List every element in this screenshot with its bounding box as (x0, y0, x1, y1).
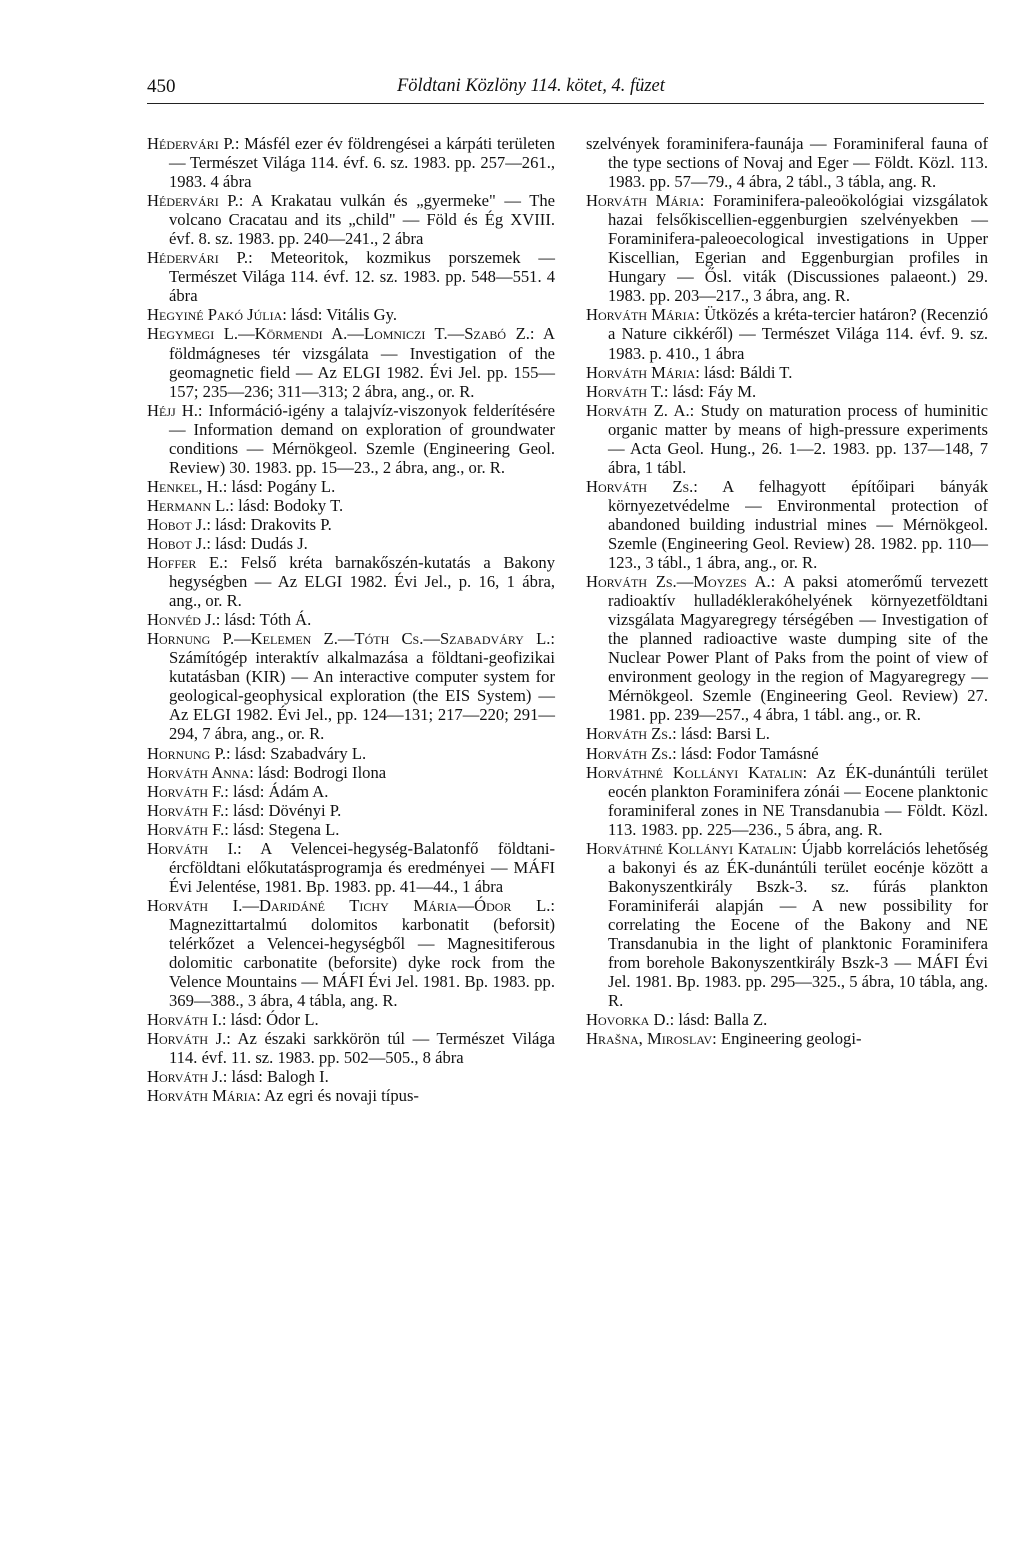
bibliography-entry (586, 134, 988, 191)
entry-text: : A paksi atomerőmű tervezett radioaktív hulladéklerakóhelyének környezetföldtani vizsgálata Magyaregregy térségében — Investigation of the planned radioactive waste dumping site of the Nuclear Power Plant of Paks from the point of view of environment geology in the region of Magyaregregy — Mérnökgeol. Szemle (Engineering Geol. Review) 27. 1981. pp. 239—257., 4 ábra, 1 tábl. ang., or. R. (608, 572, 988, 725)
entry-text: : A földmágneses tér vizsgálata — Investigation of the geomagnetic field — Az ELGI 1982. Évi Jel. pp. 155—157; 235—236; 311—313; 2 ábra, ang., or. R. (169, 324, 556, 401)
bibliography-entry (147, 324, 555, 400)
bibliography-entry (147, 610, 555, 629)
bibliography-entry (586, 1010, 988, 1029)
bibliography-entry (147, 1010, 555, 1029)
entry-author: Honvéd J. (147, 610, 216, 630)
entry-text: : lásd: Vitális Gy. (282, 305, 397, 325)
bibliography-entry (147, 763, 555, 782)
entry-text: : lásd: Ódor L. (221, 1010, 319, 1030)
entry-author: Horváth Mária (586, 305, 696, 325)
bibliography-entry (586, 724, 988, 743)
entry-author: Hoffer E. (147, 553, 224, 573)
entry-author: Hermann L. (147, 495, 230, 515)
bibliography-entry (147, 629, 555, 743)
bibliography-entry (586, 382, 988, 401)
page-header (147, 76, 984, 102)
bibliography-entry (586, 744, 988, 763)
entry-author: Hrašna, Miroslav (586, 1029, 713, 1049)
bibliography-entry (586, 763, 988, 839)
entry-author: Horváth F. (147, 819, 225, 839)
entry-author: Horváth I. (147, 838, 238, 858)
entry-text: : lásd: Balla Z. (669, 1010, 768, 1030)
entry-text: : lásd: Pogány L. (222, 476, 336, 496)
entry-text: : lásd: Bodoky T. (229, 495, 344, 515)
entry-author: Horváth Anna (147, 762, 250, 782)
bibliography-entry (147, 1086, 555, 1105)
bibliography-entry (586, 363, 988, 382)
entry-text: : lásd: Bodrogi Ilona (249, 762, 387, 782)
entry-text: : lásd: Barsi L. (672, 724, 770, 744)
entry-author: Horváth I.—Daridáné Tichy Mária—Ódor L. (147, 895, 551, 915)
bibliography-entry (586, 477, 988, 572)
bibliography-entry (147, 839, 555, 896)
bibliography-entry (147, 820, 555, 839)
entry-text: : Az egri és novaji típus- (256, 1086, 419, 1106)
entry-text: : A Krakatau vulkán és „gyermeke" — The volcano Cracatau and its „child" — Föld és Ég XVIII. évf. 8. sz. 1983. pp. 240—241., 2 ábra (169, 191, 555, 249)
bibliography-entry (586, 1029, 988, 1048)
entry-text: : lásd: Dudás J. (206, 533, 308, 553)
bibliography-entry (147, 534, 555, 553)
left-column (147, 134, 555, 1105)
entry-author: Hegymegi L.—Körmendi A.—Lomniczi T.—Szabó Z. (147, 324, 530, 344)
entry-text: : Engineering geologi- (712, 1029, 862, 1049)
bibliography-entry (147, 1029, 555, 1067)
entry-text: : Másfél ezer év földrengései a kárpáti területen — Természet Világa 114. évf. 6. sz. 1983. pp. 257—261., 1983. 4 ábra (169, 134, 555, 192)
bibliography-entry (147, 496, 555, 515)
entry-author: Hobot J. (147, 514, 207, 534)
bibliography-entry (147, 782, 555, 801)
entry-text: : A felhagyott építőipari bányák környezetvédelme — Environmental protection of abandoned building industrial mines — Mérnökgeol. Szemle (Engineering Geol. Review) 28. 1982. pp. 110—123., 3 tábl., 1 ábra, ang., or. R. (608, 476, 988, 573)
entry-author: Hobot J. (147, 533, 207, 553)
entry-text: : Újabb korrelációs lehetőség a bakonyi és az ÉK-dunántúli terület eocénje között a Bakonyszentkirály Bszk-3. sz. fúrás plankton Foraminiferái alapján — A new possibility for correlating the Eocene of the Bakony and NE Transdanubia in the light of planktonic Foraminifera from borehole Bakonyszentkirály Bszk-3 — MÁFI Évi Jel. 1981. Bp. 1983. pp. 295—325., 5 ábra, 10 tábla, ang. R. (608, 838, 988, 1011)
bibliography-entry (147, 553, 555, 610)
entry-author: Horváth Zs. (586, 476, 694, 496)
entry-text: : Információ-igény a talajvíz-viszonyok felderítésére — Information demand on exploration of groundwater conditions — Mérnökgeol. Szemle (Engineering Geol. Review) 30. 1983. pp. 15—23., 2 ábra, ang., or. R. (169, 400, 555, 477)
entry-author: Horváth F. (147, 800, 225, 820)
bibliography-entry (147, 477, 555, 496)
entry-text: : Meteoritok, kozmikus porszemek — Természet Világa 114. évf. 12. sz. 1983. pp. 548—551. 4 ábra (169, 248, 555, 306)
entry-text: : lásd: Tóth Á. (215, 610, 312, 630)
entry-author: Horváth Zs. (586, 724, 673, 744)
bibliography-entry (147, 896, 555, 1010)
bibliography-entry (147, 515, 555, 534)
entry-text: : lásd: Drakovits P. (206, 514, 332, 534)
entry-author: Horváth Mária (586, 191, 700, 211)
entry-text: : Az ÉK-dunántúli terület eocén plankton Foraminifera zónái — Eocene planktonic foraminiferal zones in NE Transdanubia — Földt. Közl. 113. 1983. pp. 225—236., 5 ábra, ang. R. (608, 762, 988, 839)
bibliography-entry (147, 1067, 555, 1086)
entry-text: szelvények foraminifera-faunája — Foraminiferal fauna of the type sections of Novaj and Eger — Földt. Közl. 113. 1983. pp. 57—79., 4 ábra, 2 tábl., 3 tábla, ang. R. (586, 134, 988, 192)
bibliography-entry (586, 191, 988, 305)
entry-author: Hédervári P. (147, 191, 239, 211)
entry-author: Horváth T. (586, 381, 664, 401)
entry-author: Horváth F. (147, 781, 225, 801)
entry-author: Hédervári P. (147, 248, 249, 268)
entry-author: Hovorka D. (586, 1010, 670, 1030)
bibliography-entry (586, 305, 988, 362)
entry-author: Horváth I. (147, 1010, 222, 1030)
header-rule (147, 103, 984, 104)
entry-author: Hornung P.—Kelemen Z.—Tóth Cs.—Szabadváry L. (147, 629, 551, 649)
running-title: Földtani Közlöny 114. kötet, 4. füzet (397, 76, 665, 96)
entry-text: : lásd: Fáy M. (663, 381, 757, 401)
bibliography-entry (586, 839, 988, 1010)
entry-author: Henkel, H. (147, 476, 223, 496)
entry-text: : Ütközés a kréta-tercier határon? (Recenzió a Nature cikkéről) — Természet Világa 114. évf. 9. sz. 1983. p. 410., 1 ábra (608, 305, 988, 363)
entry-author: Hornung P. (147, 743, 227, 763)
entry-text: : lásd: Báldi T. (695, 362, 793, 382)
bibliography-entry (147, 191, 555, 248)
entry-author: Horváth Z. A. (586, 400, 690, 420)
right-column (586, 134, 988, 1048)
entry-text: : Az északi sarkkörön túl — Természet Világa 114. évf. 11. sz. 1983. pp. 502—505., 8 ábra (169, 1029, 555, 1068)
entry-author: Horváth Zs. (586, 743, 673, 763)
entry-text: : lásd: Szabadváry L. (226, 743, 367, 763)
bibliography-entry (147, 801, 555, 820)
page-number: 450 (147, 76, 176, 97)
entry-author: Horváth Mária (147, 1086, 257, 1106)
entry-text: : lásd: Stegena L. (224, 819, 340, 839)
entry-author: Horváth J. (147, 1029, 227, 1049)
bibliography-entry (586, 572, 988, 724)
entry-author: Hegyiné Pakó Júlia (147, 305, 283, 325)
bibliography-entry (147, 248, 555, 305)
entry-author: Hédervári P. (147, 134, 235, 153)
bibliography-entry (147, 401, 555, 477)
entry-text: : Study on maturation process of huminitic organic matter by means of high-pressure experiments — Acta Geol. Hung., 26. 1—2. 1983. pp. 137—148, 7 ábra, 1 tábl. (608, 400, 988, 477)
bibliography-entry (147, 744, 555, 763)
entry-text: : A Velencei-hegység-Balatonfő földtani-ércföldtani előkutatásprogramja és eredményei — MÁFI Évi Jelentése, 1981. Bp. 1983. pp. 41—44., 1 ábra (169, 838, 555, 896)
entry-text: : lásd: Dövényi P. (224, 800, 342, 820)
entry-author: Horváth Zs.—Moyzes A. (586, 572, 771, 592)
entry-text: : lásd: Ádám A. (224, 781, 329, 801)
entry-text: : Foraminifera-paleoökológiai vizsgálatok hazai felsőkiscellien-eggenburgien szelvényekben — Foraminifera-paleoecological investigations in Upper Kiscellian, Egerian and Eggenburgian profiles in Hungary — Ősl. viták (Discussiones palaeont.) 29. 1983. pp. 203—217., 3 ábra, ang. R. (608, 191, 988, 306)
entry-text: : lásd: Fodor Tamásné (672, 743, 819, 763)
entry-text: : Magnezittartalmú dolomitos karbonatit (beforsit) telérkőzet a Velencei-hegységből — Magnesitiferous dolomitic carbonatite (beforsite) dyke rock from the Velence Mountains — MÁFI Évi Jel. 1981. Bp. 1983. pp. 369—388., 3 ábra, 4 tábla, ang. R. (169, 895, 555, 1011)
entry-author: Horváth Mária (586, 362, 696, 382)
bibliography-entry (147, 305, 555, 324)
entry-text: : Számítógép interaktív alkalmazása a földtani-geofizikai kutatásban (KIR) — An interactive computer system for geological-geophysical exploration (the EIS System) — Az ELGI 1982. Évi Jel., pp. 124—131; 217—220; 291—294, 7 ábra, ang., or. R. (169, 629, 555, 744)
bibliography-entry (147, 134, 555, 191)
bibliography-entry (586, 401, 988, 477)
entry-author: Horváthné Kollányi Katalin (586, 762, 803, 782)
entry-author: Horváth J. (147, 1067, 223, 1087)
entry-author: Horváthné Kollányi Katalin (586, 838, 793, 858)
entry-text: : lásd: Balogh I. (222, 1067, 329, 1087)
entry-text: : Felső kréta barnakőszén-kutatás a Bakony hegységben — Az ELGI 1982. Évi Jel., p. 16, 1 ábra, ang., or. R. (169, 553, 556, 611)
entry-author: Héjj H. (147, 400, 198, 420)
